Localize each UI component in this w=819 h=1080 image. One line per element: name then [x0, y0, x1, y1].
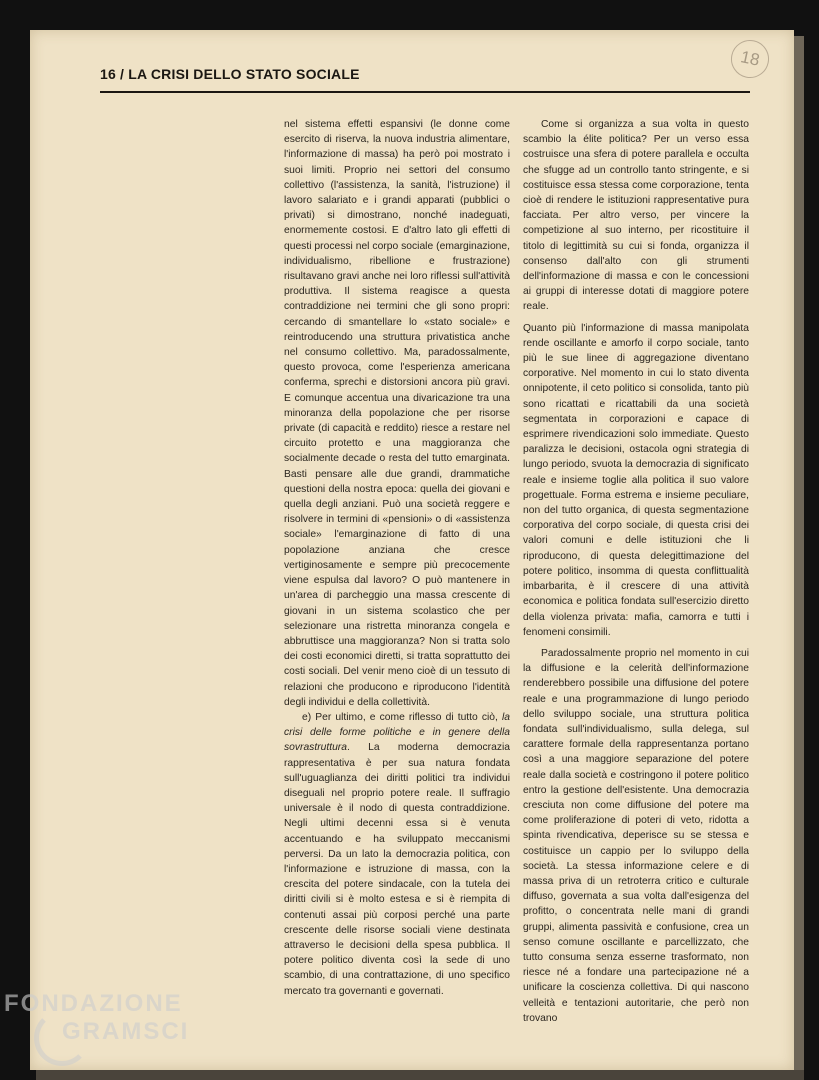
watermark-line-2: GRAMSCI [62, 1018, 190, 1045]
column1-paragraph-1: nel sistema effetti espansivi (le donne come esercito di riserva, la nuova industria alimentare, l'informazione di massa) ha però poi mostrato i suoi limiti. Proprio nei settori del consumo collettivo (l'assistenza, la sanità, l'istruzione) il lavoro salariato e i grandi apparati (pubblici o privati) si dimostrano, nonché inadeguati, enormemente costosi. E d'altro lato gli effetti di questi processi nel corpo sociale (emarginazione, individualismo, ribellione e frustrazione) risultavano gravi anche nei loro riflessi sull'attività produttiva. Il sistema reagisce a questa contraddizione nei termini che gli sono propri: cercando di smantellare lo «stato sociale» e reintroducendo una struttura privatistica anche nel consumo collettivo. Ma, paradossalmente, questo provoca, come l'esperienza americana conferma, sprechi e distorsioni ancora più gravi. E comunque accentua una divaricazione tra una minoranza della popolazione che per risorse private (di capacità e reddito) riesce a restare nel circuito protetto e una maggioranza che socialmente decade o resta del tutto emarginata. Basti pensare alle due grandi, drammatiche questioni della nostra epoca: quella dei giovani e quella degli anziani. Può una società reggere e risolvere in termini di «pensioni» o di «assistenza sociale» l'emarginazione di fatto di una popolazione anziana che cresce vertiginosamente e sempre più precocemente viene espulsa dal lavoro? O può mantenere in un'area di parcheggio una massa crescente di giovani in un sistema scolastico che per selezionare una ristretta minoranza congela e abbruttisce una maggioranza? Non si tratta solo dei costi economici diretti, si tratta soprattutto dei costi sociali. Del venir meno cioè di un tessuto di relazioni che producono e riproducono l'identità degli individui e della collettività. [284, 119, 510, 708]
column2-paragraph-2: Quanto più l'informazione di massa manipolata rende oscillante e amorfo il corpo sociale, tanto più le sue linee di aggregazione diventano corporative. Nel momento in cui lo stato diventa onnipotente, il ceto politico si consolida, tanto più sono ricattati e ricattabili da una società segmentata in corporazioni e capace di esprimere rivendicazioni solo immediate. Questo paralizza le decisioni, ostacola ogni strategia di lungo periodo, svuota la democrazia di significato reale e insieme toglie alla politica il suo valore progettuale. Forma estrema e insieme peculiare, non del tutto organica, di questa segmentazione corporativa del corpo sociale, di questa crisi dei valori comuni e delle istituzioni che li riproducono, di questa delegittimazione del potere politico, insomma di questa conflittualità imbarbarita, è il crescere di una attività economica e politica fondata sull'esercizio diretto della violenza privata: mafia, camorra e tutti i fenomeni consimili. [523, 322, 749, 638]
paragraph-lead: e) Per ultimo, e come riflesso di tutto ciò, [302, 711, 502, 723]
watermark-line-1: FONDAZIONE [4, 990, 183, 1017]
column2-paragraph-1: Come si organizza a sua volta in questo scambio la élite politica? Per un verso essa costruisce una sfera di potere parallela e occulta che sfugge ad un controllo tanto stringente, e si costituisce essa stessa come corporazione, tenta cioè di rendere le istituzioni rappresentative pura facciata. Per altro verso, per vincere la competizione al suo interno, per ricostituire il titolo di legittimità su cui si fonda, organizza il consenso dall'alto con gli strumenti dell'informazione di massa e con le concessioni ai gruppi di interesse dotati di maggiore potere reale. [523, 119, 749, 313]
italic-heading: la crisi delle forme politiche e in genere della sovrastruttura [284, 711, 510, 754]
column1-paragraph-2 [284, 710, 510, 999]
archive-number-stamp: 18 [727, 36, 772, 81]
page-edge-shadow [794, 36, 804, 1070]
header-rule [100, 91, 750, 93]
running-head: 16 / LA CRISI DELLO STATO SOCIALE [100, 66, 360, 82]
text-column-left [284, 117, 510, 997]
paragraph-rest: . La moderna democrazia rappresentativa è per sua natura fondata sull'uguaglianza dei diritti politici tra individui diseguali nel proprio potere reale. Il suffragio universale è il nodo di questa contraddizione. Negli ultimi decenni essa si è venuta accentuando e ha sviluppato meccanismi perversi. Da un lato la democrazia politica, con l'informazione e istruzione di massa, con la crescita del potere sindacale, con la tutela dei diritti civili si è molto estesa e si è riempita di contenuti assai più corposi perché una parte crescente delle risorse sociali viene destinata attraverso le decisioni della spesa pubblica. Il potere politico diventa così la sede di uno scambio, di una contrattazione, di uno specifico mercato tra governanti e governati. [284, 742, 510, 997]
text-column-right [523, 117, 749, 1024]
fondazione-gramsci-watermark [4, 990, 204, 1072]
column2-paragraph-3: Paradossalmente proprio nel momento in cui la diffusione e la celerità dell'informazione renderebbero possibile una diffusione del potere reale e una programmazione di lungo periodo dello sviluppo sociale, una struttura politica fondata sull'individualismo, sulla delega, sul carattere formale della rappresentanza portano così a una maggiore separazione del potere reale dalla società e costringono il potere politico entro la gestione dell'esistente. Una democrazia cresciuta non come diffusione del potere ma come proliferazione di poteri di veto, ridotta a spinta rivendicativa, deperisce su se stessa e costituisce un cappio per lo sviluppo della società. La stessa informazione celere e di massa priva di un retroterra critico e culturale diffuso, governata a sua volta dall'esigenza del profitto, o concentrata nelle mani di grandi gruppi, alimenta passività e confusione, crea un senso comune oscillante e parcellizzato, che tutto consuma senza esserne trasformato, non riesce né a fondare una partecipazione né a unificare la coscienza collettiva. Di qui nascono velleità e tentazioni autoritarie, che però non trovano [523, 647, 749, 1024]
